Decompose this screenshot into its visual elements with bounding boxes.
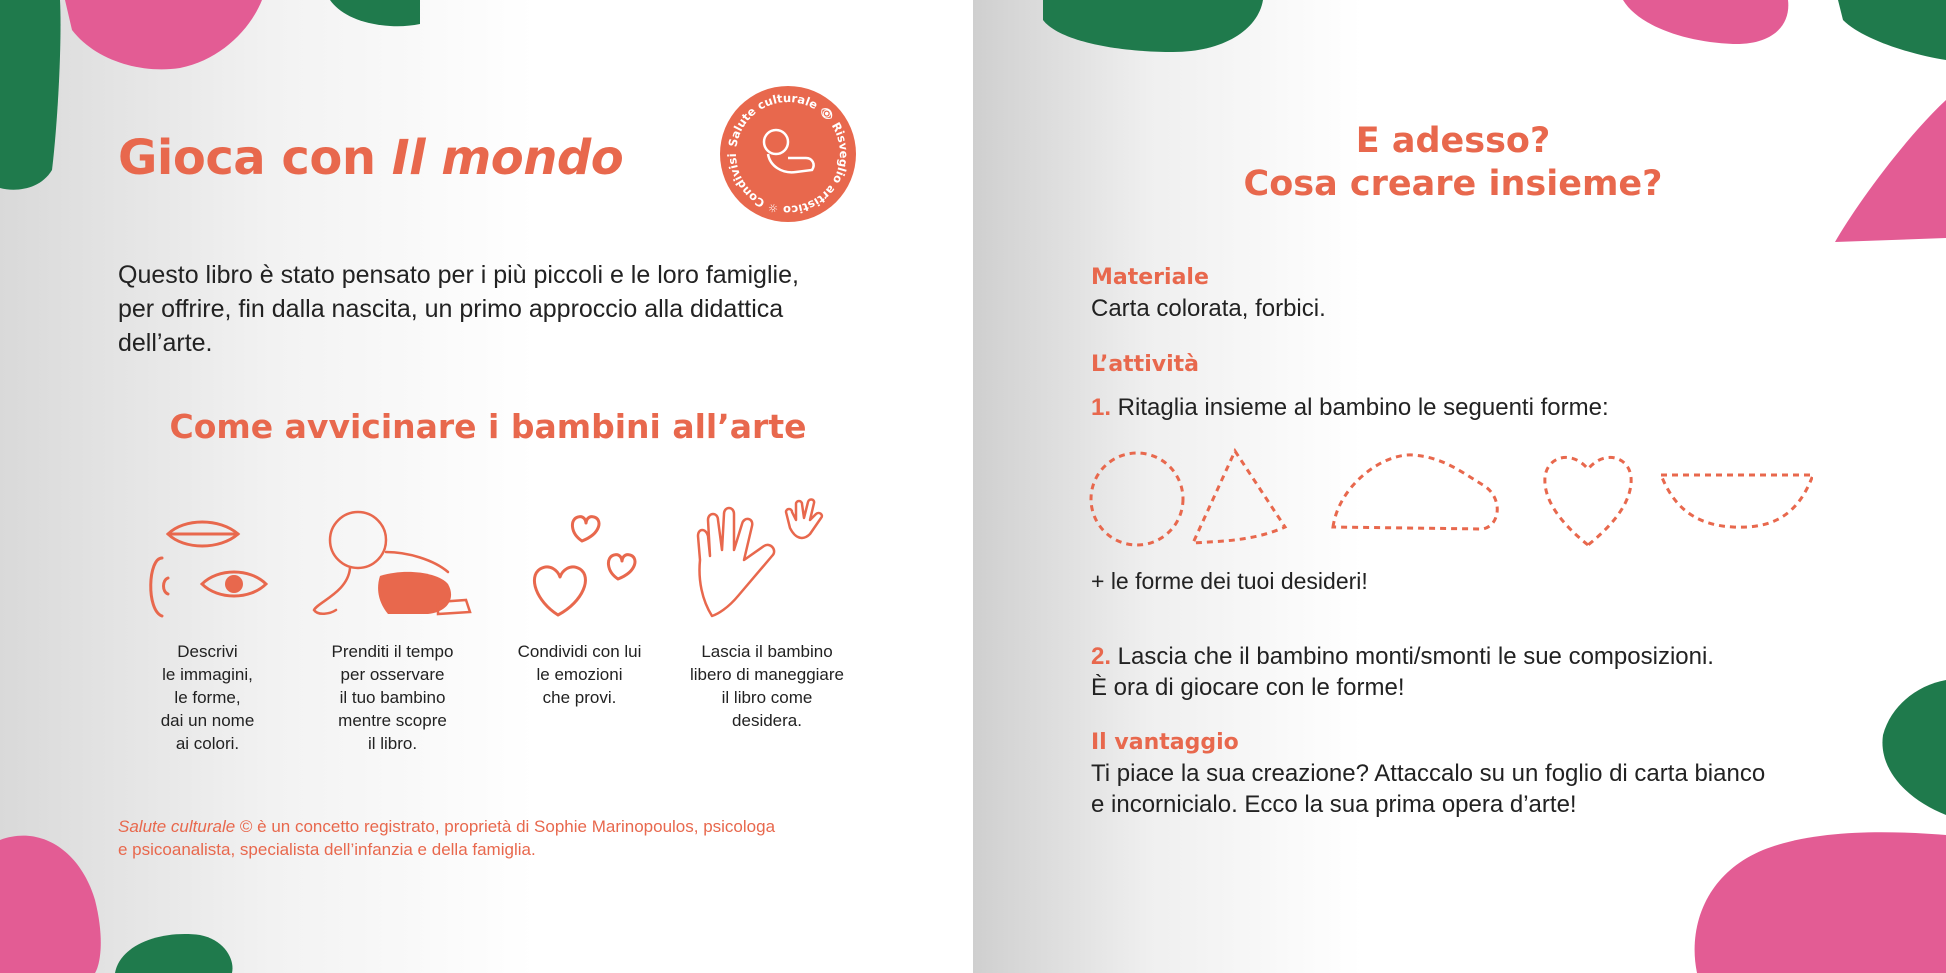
- intro-line: dell’arte.: [118, 329, 213, 357]
- decorative-blobs-bottom-right: [973, 680, 1946, 973]
- intro-line: Questo libro è stato pensato per i più piccoli e le loro famiglie,: [118, 261, 799, 289]
- hearts-icon: [520, 505, 640, 620]
- salute-culturale-badge: [718, 84, 858, 224]
- plus-text: + le forme dei tuoi desideri!: [1091, 568, 1368, 594]
- heart-shape: [1545, 457, 1631, 545]
- intro-paragraph: [118, 258, 918, 360]
- step-2: 2. Lascia che il bambino monti/smonti le sue composizioni. È ora di giocare con le forme!: [1091, 643, 1714, 701]
- baby-icon: [308, 502, 478, 627]
- tip-caption-1: Descrivi le immagini, le forme, dai un nome ai colori.: [160, 642, 255, 753]
- circle-shape: [1091, 453, 1183, 545]
- right-page: [973, 0, 1946, 973]
- step-1: 1. Ritaglia insieme al bambino le seguenti forme:: [1091, 394, 1609, 421]
- advantage-label: Il vantaggio: [1091, 730, 1239, 755]
- half-circle-shape: [1661, 475, 1813, 527]
- tip-caption-2: Prenditi il tempo per osservare il tuo bambino mentre scopre il libro.: [331, 642, 454, 753]
- activity-label: L’attività: [1091, 352, 1199, 377]
- right-heading: E adesso? Cosa creare insieme?: [1243, 121, 1663, 204]
- cloud-shape: [1333, 455, 1497, 529]
- senses-icon: [140, 500, 280, 630]
- hands-icon: [688, 490, 848, 620]
- tip-caption-3: Condividi con lui le emozioni che provi.: [517, 642, 642, 707]
- triangle-shape: [1193, 451, 1285, 543]
- tip-caption-4: Lascia il bambino libero di maneggiare il libro come desidera.: [689, 642, 845, 730]
- material-label: Materiale: [1091, 265, 1209, 290]
- cut-shapes: [1083, 445, 1813, 555]
- page-title: Gioca con Il mondo: [118, 130, 624, 186]
- badge-arc-text: Salute culturale 👁 Risveglio artistico ☼ Condivisi: [724, 90, 852, 218]
- footnote: Salute culturale © è un concetto registrato, proprietà di Sophie Marinopoulos, psicologa e psicoanalista, specialista dell’infanzia e della famiglia.: [118, 817, 776, 859]
- advantage-text: Ti piace la sua creazione? Attaccalo su un foglio di carta bianco e incornicialo. Ecco la sua prima opera d’arte!: [1091, 760, 1766, 818]
- section-subtitle: Come avvicinare i bambini all’arte: [169, 407, 807, 446]
- material-text: Carta colorata, forbici.: [1091, 295, 1326, 322]
- intro-line: per offrire, fin dalla nascita, un primo approccio alla didattica: [118, 295, 784, 323]
